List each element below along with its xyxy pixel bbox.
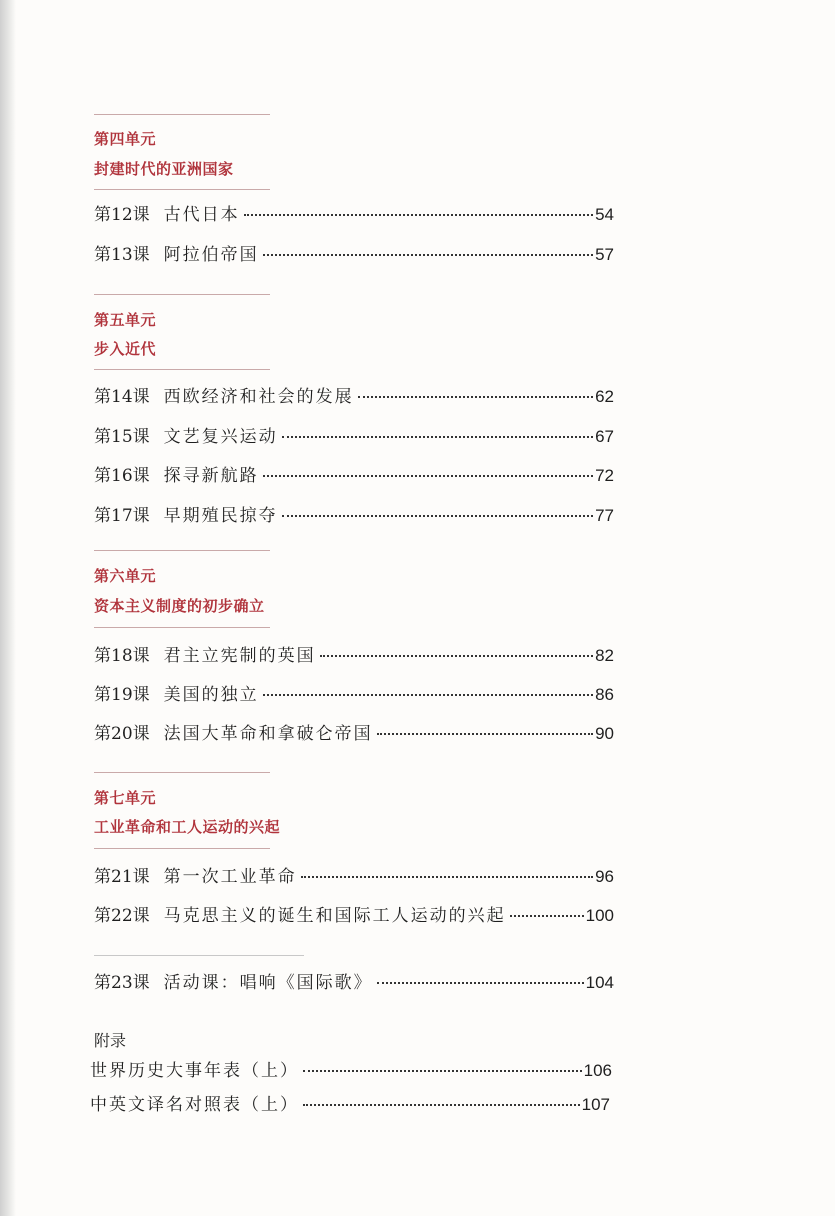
- toc-entry[interactable]: [94, 683, 614, 707]
- unit-title: 资本主义制度的初步确立: [94, 597, 265, 615]
- toc-entry-appendix[interactable]: [90, 1059, 612, 1083]
- appendix-heading: 附录: [94, 1031, 127, 1050]
- page-number: 106: [583, 1061, 612, 1080]
- lesson-title: 美国的独立: [163, 685, 259, 705]
- page-binding-edge: [0, 0, 16, 1216]
- lesson-title: 早期殖民掠夺: [163, 506, 278, 526]
- toc-entry-appendix[interactable]: [90, 1093, 610, 1117]
- dot-leader: [358, 396, 593, 398]
- toc-entry[interactable]: [94, 904, 614, 928]
- dot-leader: [263, 694, 593, 696]
- page-number: 107: [581, 1095, 610, 1114]
- lesson-title: 马克思主义的诞生和国际工人运动的兴起: [163, 906, 506, 926]
- unit-divider: [94, 550, 270, 551]
- lesson-title: 古代日本: [163, 205, 240, 225]
- dot-leader: [377, 982, 584, 984]
- page-number: 54: [595, 205, 614, 224]
- page-number: 100: [585, 906, 614, 925]
- lesson-title: 君主立宪制的英国: [163, 646, 316, 666]
- lesson-number: 第19课: [94, 685, 150, 705]
- page-number: 67: [595, 427, 614, 446]
- lesson-number: 第17课: [94, 506, 150, 526]
- appendix-title: 中英文译名对照表（上）: [90, 1095, 299, 1115]
- unit-divider: [94, 294, 270, 295]
- lesson-title: 第一次工业革命: [163, 867, 297, 887]
- dot-leader: [510, 915, 584, 917]
- appendix-title: 世界历史大事年表（上）: [90, 1061, 299, 1081]
- toc-entry[interactable]: [94, 504, 614, 528]
- lesson-title: 活动课：唱响《国际歌》: [163, 973, 373, 993]
- lesson-number: 第15课: [94, 427, 150, 447]
- lesson-title: 文艺复兴运动: [163, 427, 278, 447]
- page-number: 82: [595, 646, 614, 665]
- unit-label: 第五单元: [94, 311, 157, 329]
- dot-leader: [301, 876, 593, 878]
- unit-divider: [94, 772, 270, 773]
- dot-leader: [303, 1104, 580, 1106]
- dot-leader: [263, 475, 593, 477]
- page-number: 77: [595, 506, 614, 525]
- page-number: 57: [595, 245, 614, 264]
- toc-entry[interactable]: [94, 425, 614, 449]
- dot-leader: [303, 1070, 582, 1072]
- page-number: 90: [595, 724, 614, 743]
- unit-divider: [94, 189, 270, 190]
- lesson-title: 法国大革命和拿破仑帝国: [163, 724, 373, 744]
- unit-label: 第四单元: [94, 130, 157, 148]
- page-number: 104: [585, 973, 614, 992]
- toc-entry[interactable]: [94, 865, 614, 889]
- unit-title: 工业革命和工人运动的兴起: [94, 818, 281, 836]
- page-number: 72: [595, 466, 614, 485]
- dot-leader: [377, 733, 593, 735]
- section-divider: [94, 955, 304, 956]
- page-number: 86: [595, 685, 614, 704]
- dot-leader: [282, 436, 593, 438]
- toc-entry-activity[interactable]: [94, 971, 614, 995]
- page-number: 62: [595, 387, 614, 406]
- lesson-number: 第21课: [94, 867, 150, 887]
- lesson-title: 西欧经济和社会的发展: [163, 387, 354, 407]
- unit-divider: [94, 627, 270, 628]
- lesson-number: 第13课: [94, 245, 150, 265]
- dot-leader: [282, 515, 593, 517]
- lesson-number: 第16课: [94, 466, 150, 486]
- unit-label: 第七单元: [94, 789, 157, 807]
- dot-leader: [244, 214, 593, 216]
- dot-leader: [263, 254, 593, 256]
- lesson-number: 第23课: [94, 973, 150, 993]
- unit-title: 封建时代的亚洲国家: [94, 160, 234, 178]
- unit-divider: [94, 114, 270, 115]
- page-number: 96: [595, 867, 614, 886]
- toc-entry[interactable]: [94, 203, 614, 227]
- dot-leader: [320, 655, 593, 657]
- lesson-number: 第22课: [94, 906, 150, 926]
- lesson-title: 探寻新航路: [163, 466, 259, 486]
- toc-entry[interactable]: [94, 385, 614, 409]
- lesson-number: 第12课: [94, 205, 150, 225]
- toc-entry[interactable]: [94, 243, 614, 267]
- lesson-number: 第18课: [94, 646, 150, 666]
- unit-divider: [94, 848, 270, 849]
- lesson-title: 阿拉伯帝国: [163, 245, 259, 265]
- lesson-number: 第20课: [94, 724, 150, 744]
- unit-divider: [94, 369, 270, 370]
- toc-entry[interactable]: [94, 464, 614, 488]
- toc-entry[interactable]: [94, 644, 614, 668]
- unit-label: 第六单元: [94, 567, 157, 585]
- lesson-number: 第14课: [94, 387, 150, 407]
- unit-title: 步入近代: [94, 340, 157, 358]
- toc-entry[interactable]: [94, 722, 614, 746]
